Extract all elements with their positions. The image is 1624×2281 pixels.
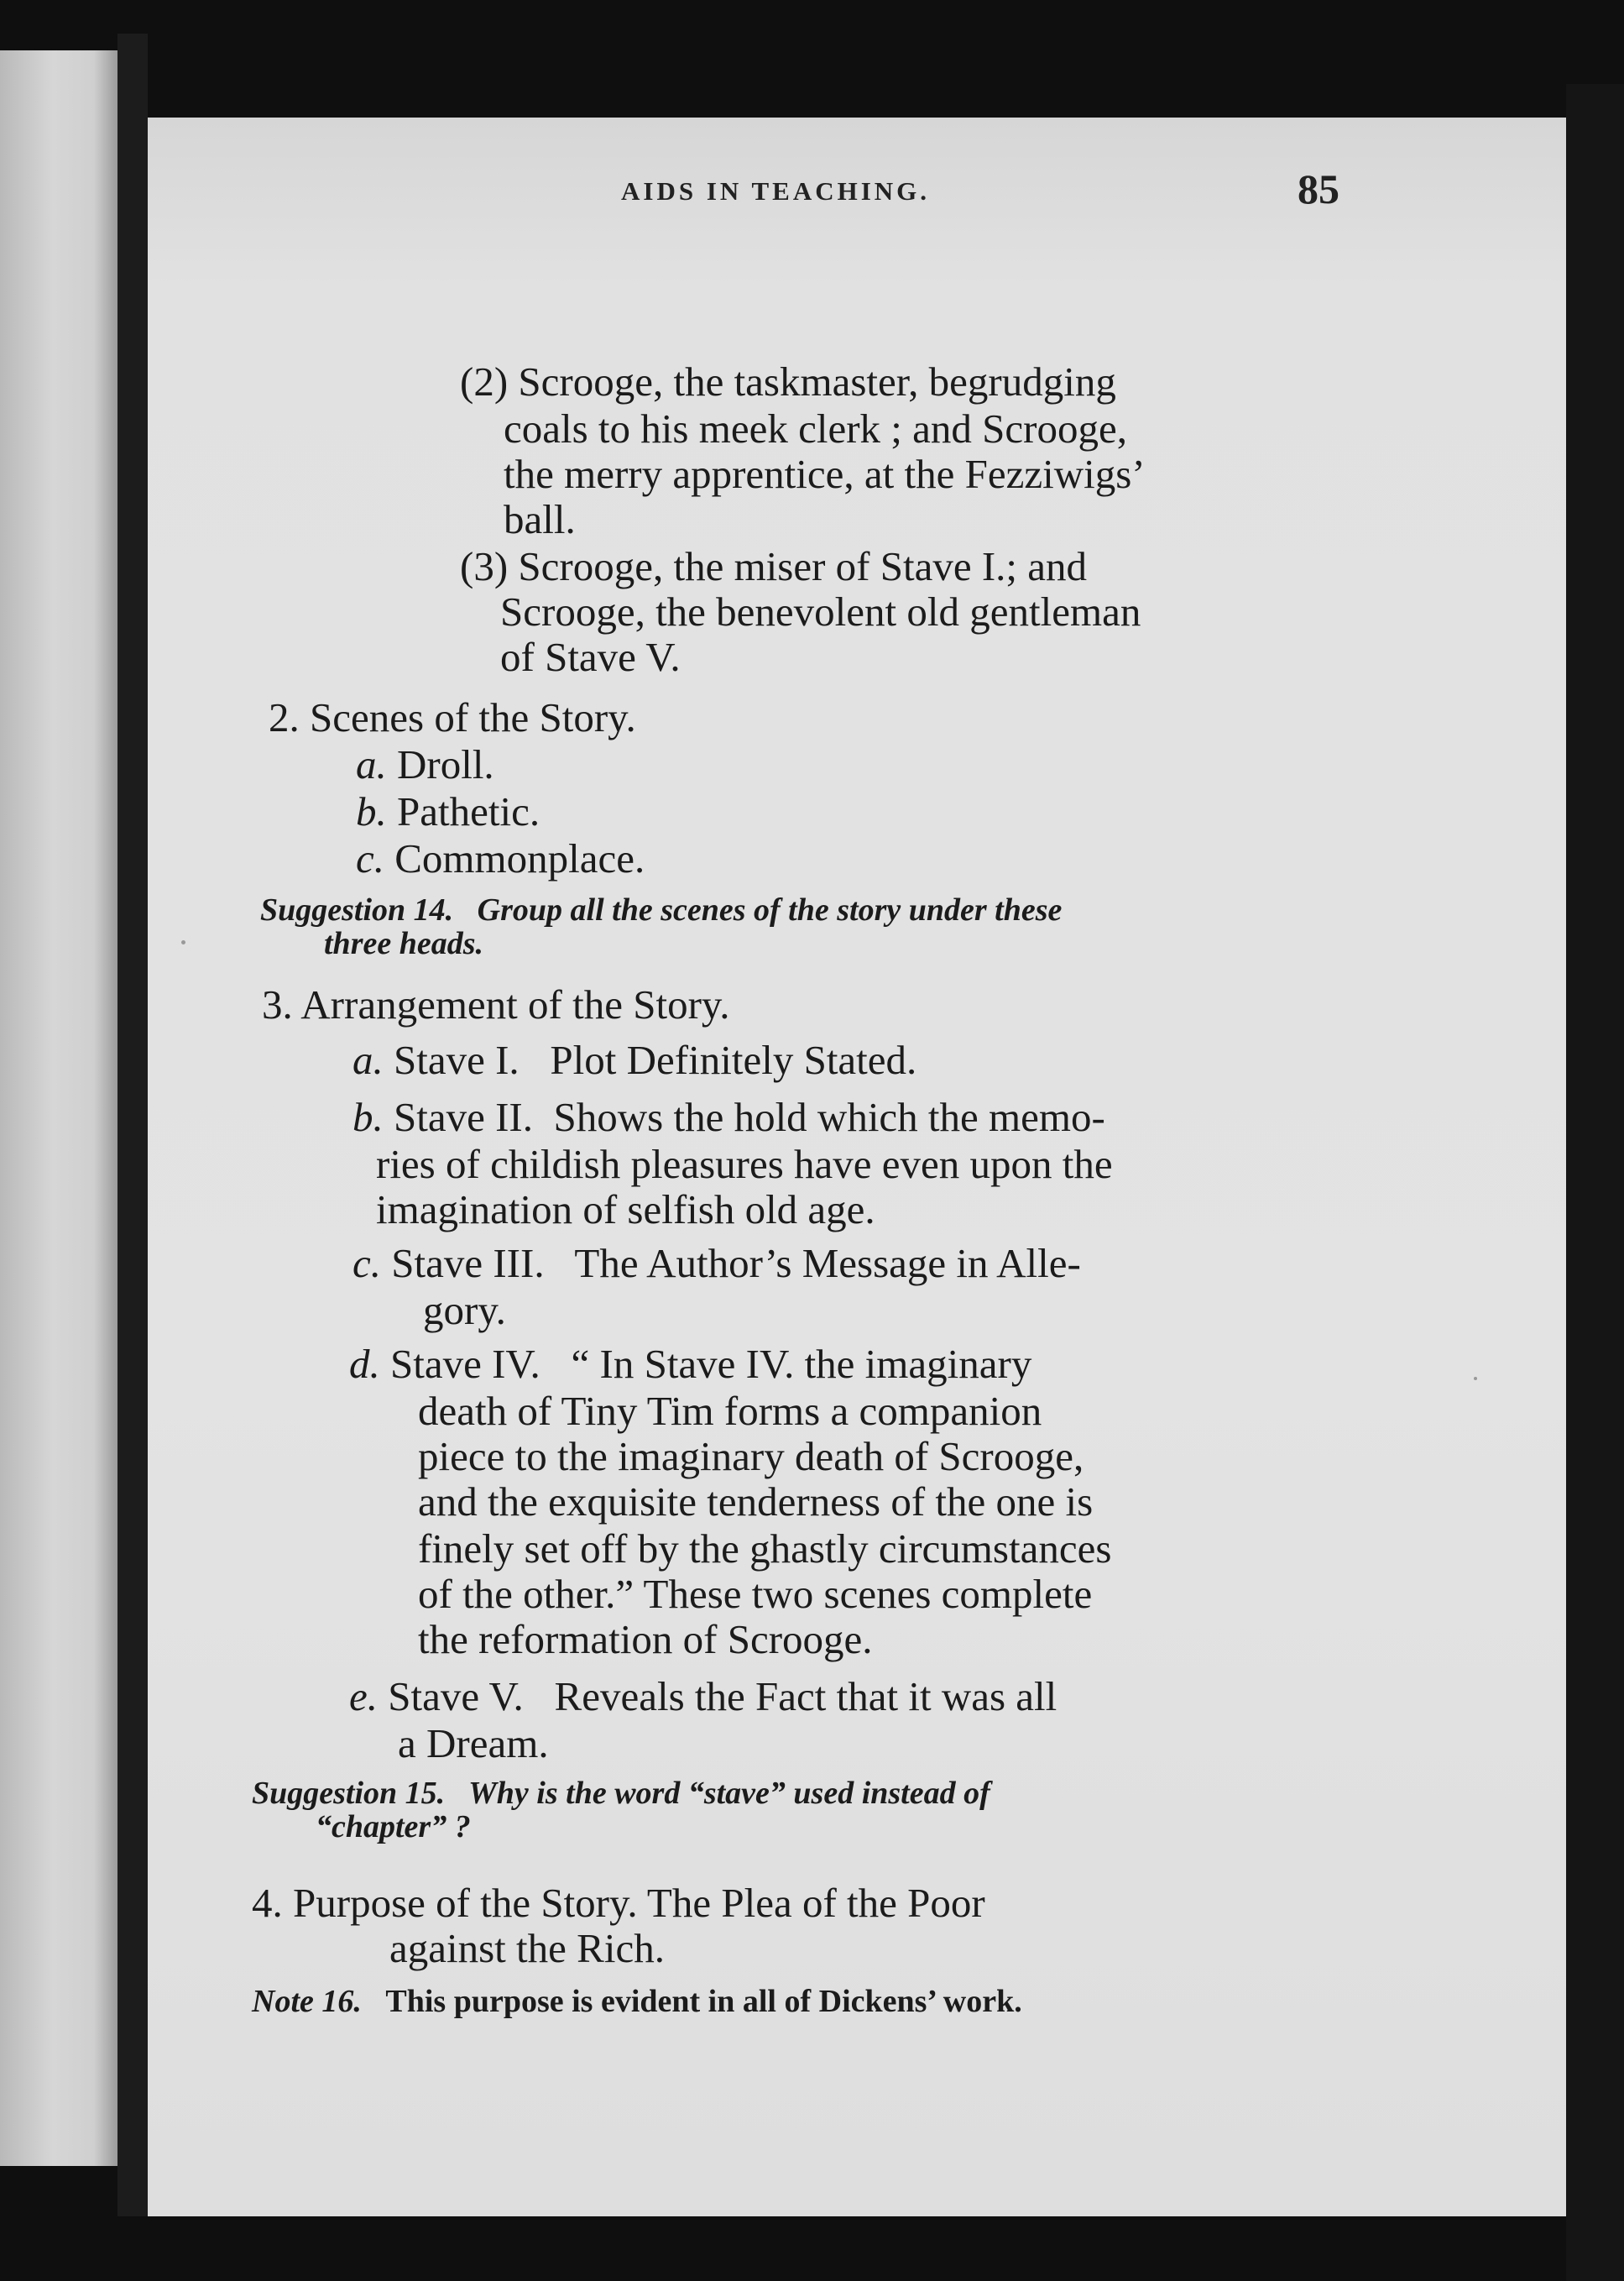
text-line: against the Rich. bbox=[389, 1925, 665, 1971]
list-item bbox=[356, 836, 645, 882]
suggestion-note bbox=[260, 893, 1062, 927]
section-heading: 3. Arrangement of the Story. bbox=[262, 981, 730, 1028]
list-text: Stave V. Reveals the Fact that it was all bbox=[388, 1673, 1057, 1719]
list-item bbox=[352, 1038, 916, 1083]
text-line: finely set off by the ghastly circumstances bbox=[418, 1525, 1112, 1572]
text-line: ball. bbox=[504, 496, 576, 542]
list-text: Pathetic. bbox=[397, 788, 540, 834]
list-text: Droll. bbox=[397, 741, 494, 787]
note-text: “chapter” ? bbox=[316, 1809, 471, 1844]
note-text: Group all the scenes of the story under these bbox=[477, 892, 1063, 928]
text-line: and the exquisite tenderness of the one is bbox=[418, 1478, 1094, 1525]
text-line: the reformation of Scrooge. bbox=[418, 1616, 873, 1662]
text-line: gory. bbox=[423, 1287, 506, 1333]
text-line: of the other.” These two scenes complete bbox=[418, 1571, 1093, 1617]
list-item bbox=[356, 789, 540, 834]
list-letter: d. bbox=[349, 1341, 380, 1387]
text-line: piece to the imaginary death of Scrooge, bbox=[418, 1433, 1084, 1479]
list-letter: b. bbox=[356, 788, 387, 834]
facing-page-edge bbox=[0, 50, 117, 2166]
note-text: three heads. bbox=[324, 926, 483, 961]
paper-speck bbox=[1474, 1377, 1477, 1380]
list-item bbox=[349, 1342, 1031, 1387]
book-gutter bbox=[117, 34, 148, 2216]
text-line: coals to his meek clerk ; and Scrooge, bbox=[504, 405, 1127, 452]
scan-border bbox=[1566, 84, 1624, 2281]
text-line: the merry apprentice, at the Fezziwigs’ bbox=[504, 451, 1146, 497]
list-letter: b. bbox=[352, 1094, 384, 1140]
text-line: of Stave V. bbox=[500, 634, 681, 680]
list-text: Commonplace. bbox=[394, 835, 645, 882]
note-label: Suggestion 14. bbox=[260, 892, 454, 928]
page-number: 85 bbox=[1298, 165, 1339, 212]
list-letter: a. bbox=[352, 1037, 384, 1083]
text-line: imagination of selfish old age. bbox=[376, 1186, 875, 1232]
note-label: Suggestion 15. bbox=[252, 1776, 446, 1811]
text-line: Scrooge, the benevolent old gentleman bbox=[500, 589, 1141, 635]
note-label: Note 16. bbox=[252, 1984, 362, 2019]
text-line: death of Tiny Tim forms a companion bbox=[418, 1388, 1042, 1434]
note-text: Why is the word “stave” used instead of bbox=[468, 1776, 990, 1811]
note-text: This purpose is evident in all of Dickens’ work. bbox=[385, 1984, 1022, 2019]
text-line: (3) Scrooge, the miser of Stave I.; and bbox=[460, 543, 1088, 589]
section-heading: 2. Scenes of the Story. bbox=[269, 694, 636, 740]
text-line: a Dream. bbox=[398, 1720, 549, 1766]
suggestion-note bbox=[252, 1776, 990, 1810]
section-heading: 4. Purpose of the Story. The Plea of the Poor bbox=[252, 1880, 985, 1926]
list-item bbox=[356, 742, 494, 787]
list-item bbox=[352, 1095, 1105, 1140]
list-text: Stave IV. “ In Stave IV. the imaginary bbox=[390, 1341, 1032, 1387]
list-text: Stave I. Plot Definitely Stated. bbox=[394, 1037, 917, 1083]
list-letter: c. bbox=[356, 835, 384, 882]
footnote bbox=[252, 1985, 1022, 2018]
text-line: ries of childish pleasures have even upon the bbox=[376, 1141, 1113, 1187]
running-header bbox=[475, 165, 1356, 215]
list-text: Stave III. The Author’s Message in Alle- bbox=[391, 1240, 1081, 1286]
text-line: (2) Scrooge, the taskmaster, begrudging bbox=[460, 358, 1116, 405]
list-letter: a. bbox=[356, 741, 387, 787]
list-text: Stave II. Shows the hold which the memo- bbox=[394, 1094, 1105, 1140]
list-item bbox=[349, 1674, 1057, 1719]
list-letter: c. bbox=[352, 1240, 381, 1286]
list-item bbox=[352, 1241, 1081, 1286]
list-letter: e. bbox=[349, 1673, 378, 1719]
paper-speck bbox=[181, 940, 185, 944]
running-title: AIDS IN TEACHING. bbox=[621, 176, 931, 206]
